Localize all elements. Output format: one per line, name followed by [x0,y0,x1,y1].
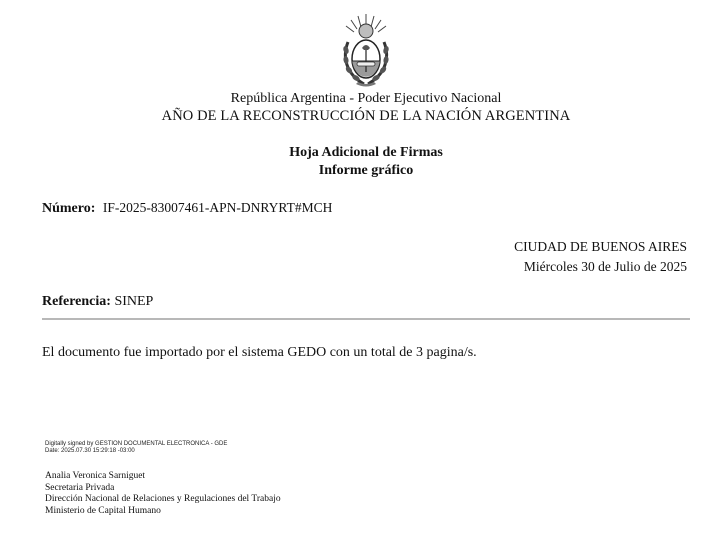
document-city: CIUDAD DE BUENOS AIRES [514,239,687,254]
signer-office: Dirección Nacional de Relaciones y Regulaciones del Trabajo [45,494,281,504]
document-number-value: IF-2025-83007461-APN-DNRYRT#MCH [102,200,333,215]
document-date: Miércoles 30 de Julio de 2025 [523,259,687,274]
document-number-row [42,200,332,217]
document-title: Hoja Adicional de Firmas [289,145,443,160]
signature-stamp-date: Date: 2025.07.30 15:29:18 -03:00 [45,448,135,454]
signer-name: Analia Veronica Sarniguet [45,471,146,481]
coat-of-arms-icon [338,12,394,90]
signer-ministry: Ministerio de Capital Humano [45,505,161,516]
document-number-label: Número: [42,201,96,216]
digital-signature-stamp [45,441,227,455]
signer-block [45,471,281,517]
signature-stamp-signer: Digitally signed by GESTION DOCUMENTAL ELECTRONICA - GDE [45,441,228,447]
signer-role: Secretaria Privada [45,482,115,493]
document-body: El documento fue importado por el sistema GEDO con un total de 3 pagina/s. [42,345,477,360]
document-subtitle: Informe gráfico [318,163,414,178]
header-year-motto: AÑO DE LA RECONSTRUCCIÓN DE LA NACIÓN ARGENTINA [161,108,571,124]
header-country-line: República Argentina - Poder Ejecutivo Nacional [230,91,502,106]
reference-value: SINEP [114,294,154,309]
reference-row [42,294,153,310]
section-divider [42,318,690,320]
reference-label: Referencia: [42,294,111,309]
